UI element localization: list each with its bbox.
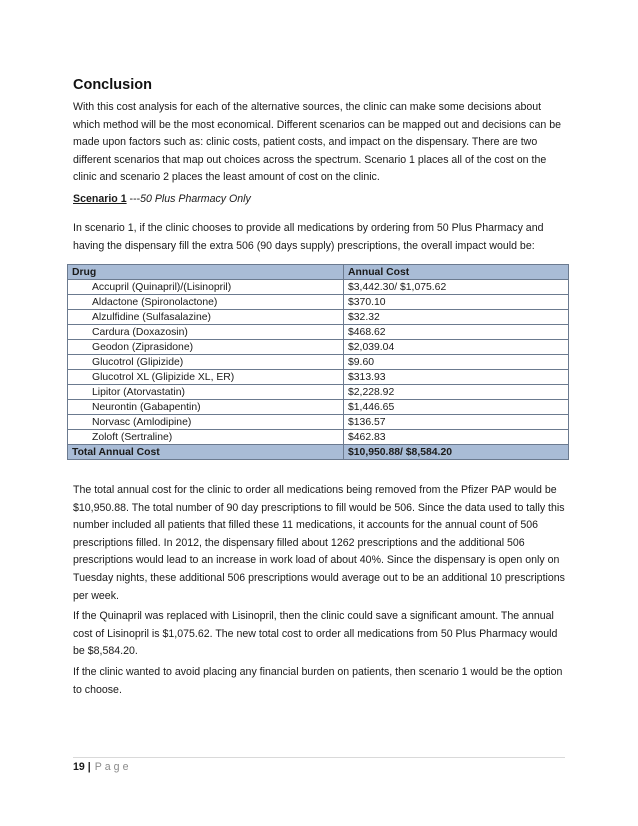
table-row — [68, 415, 569, 430]
table-row — [68, 385, 569, 400]
total-value: $10,950.88/ $8,584.20 — [344, 445, 569, 460]
drug-cost: $462.83 — [344, 430, 569, 445]
scenario-separator: --- — [126, 193, 141, 205]
drug-cost: $9.60 — [344, 355, 569, 370]
header-annual-cost: Annual Cost — [344, 265, 569, 280]
drug-cost: $136.57 — [344, 415, 569, 430]
scenario-intro-paragraph: In scenario 1, if the clinic chooses to provide all medications by ordering from 50 Plus Pharmacy and having the dispensary fill the extra 506 (90 days supply) prescriptions, the overall impact would be: — [73, 222, 544, 252]
drug-cost: $3,442.30/ $1,075.62 — [344, 280, 569, 295]
table-row — [68, 310, 569, 325]
table-total-row — [68, 445, 569, 460]
footer-divider — [73, 757, 565, 758]
drug-name: Alzulfidine (Sulfasalazine) — [68, 310, 344, 325]
scenario-title: Scenario 1 — [73, 193, 127, 205]
quinapril-paragraph: If the Quinapril was replaced with Lisinopril, then the clinic could save a significant amount. The annual cost of Lisinopril is $1,075.62. The new total cost to order all medications from 50 Plus Pharmacy would be $8,584.20. — [73, 610, 558, 658]
table-row — [68, 325, 569, 340]
table-row — [68, 370, 569, 385]
section-heading: Conclusion — [73, 77, 152, 93]
table-row — [68, 280, 569, 295]
footer-separator: | — [84, 761, 91, 773]
drug-cost: $468.62 — [344, 325, 569, 340]
drug-name: Zoloft (Sertraline) — [68, 430, 344, 445]
drug-name: Glucotrol XL (Glipizide XL, ER) — [68, 370, 344, 385]
total-cost-paragraph: The total annual cost for the clinic to order all medications being removed from the Pfizer PAP would be $10,950.88. The total number of 90 day prescriptions to fill would be 506. Since the data used to tally this number included all patients that filled these 11 medications, it accounts for the annual count of 506 prescriptions filled. In 2012, the dispensary filled about 1262 prescriptions and the additional 506 prescriptions would lead to an increase in work load of about 40%. Since the dispensary is open only on Tuesday nights, these additional 506 prescriptions would average out to be an additional 10 prescriptions per week. — [73, 484, 565, 602]
drug-name: Geodon (Ziprasidone) — [68, 340, 344, 355]
drug-name: Lipitor (Atorvastatin) — [68, 385, 344, 400]
page-word: Page — [94, 761, 132, 773]
table-row — [68, 430, 569, 445]
drug-name: Cardura (Doxazosin) — [68, 325, 344, 340]
drug-cost: $2,228.92 — [344, 385, 569, 400]
page-footer — [73, 761, 131, 773]
cost-table — [67, 264, 569, 460]
drug-cost: $32.32 — [344, 310, 569, 325]
drug-name: Glucotrol (Glipizide) — [68, 355, 344, 370]
drug-cost: $370.10 — [344, 295, 569, 310]
page-number: 19 — [73, 761, 85, 773]
scenario-subtitle: 50 Plus Pharmacy Only — [140, 193, 251, 205]
scenario-heading — [73, 191, 251, 209]
table-header-row — [68, 265, 569, 280]
drug-name: Norvasc (Amlodipine) — [68, 415, 344, 430]
drug-cost: $313.93 — [344, 370, 569, 385]
table-row — [68, 355, 569, 370]
intro-paragraph: With this cost analysis for each of the alternative sources, the clinic can make some decisions about which method will be the most economical. Different scenarios can be mapped out and decisions can be made upon factors such as: clinic costs, patient costs, and impact on the dispensary. There are two different scenarios that map out choices across the spectrum. Scenario 1 places all of the cost on the clinic and scenario 2 places the least amount of cost on the clinic. — [73, 101, 561, 184]
drug-name: Aldactone (Spironolactone) — [68, 295, 344, 310]
drug-name: Accupril (Quinapril)/(Lisinopril) — [68, 280, 344, 295]
drug-cost: $1,446.65 — [344, 400, 569, 415]
total-label: Total Annual Cost — [68, 445, 344, 460]
table-row — [68, 400, 569, 415]
conclusion-paragraph: If the clinic wanted to avoid placing any financial burden on patients, then scenario 1 would be the option to choose. — [73, 666, 563, 696]
drug-name: Neurontin (Gabapentin) — [68, 400, 344, 415]
drug-cost: $2,039.04 — [344, 340, 569, 355]
table-row — [68, 295, 569, 310]
header-drug: Drug — [68, 265, 344, 280]
table-row — [68, 340, 569, 355]
